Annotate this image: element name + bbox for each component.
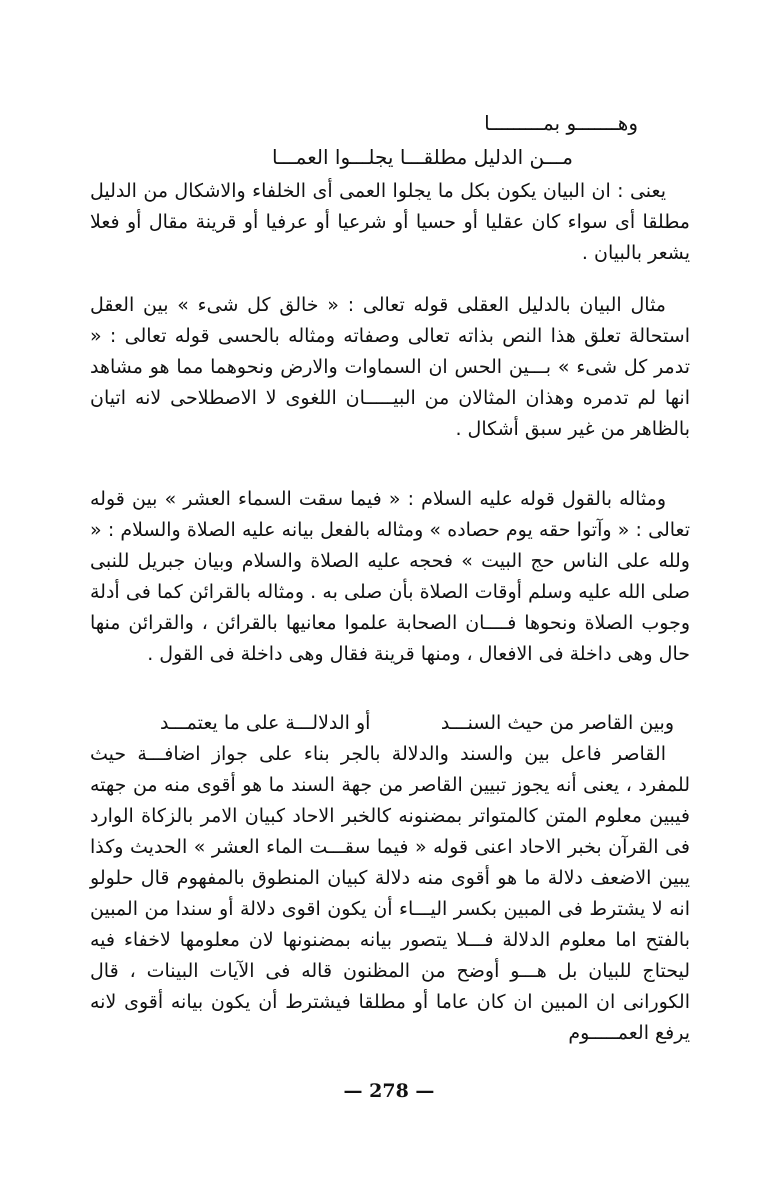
commentary-section: [90, 707, 690, 1049]
paragraph-text: يعنى : ان البيان يكون بكل ما يجلوا العمى أى الخلفاء والاشكال من الدليل مطلقا أى سواء كان عقليا أو حسيا أو شرعيا أو عرفيا أو قرينة مقال أو فعلا يشعر بالبيان .: [90, 180, 690, 264]
verse-hemistich: [90, 707, 690, 739]
paragraph-text: مثال البيان بالدليل العقلى قوله تعالى : « خالق كل شىء » بين العقل استحالة تعلق هذا النص بذاته تعالى وصفاته ومثاله بالحسى قوله تعالى : « تدمر كل شىء » بـــين الحس ان السماوات والارض ونحوهما مما هو مشاهد انها لم تدمره وهذان المثالان من البيـــــان اللغوى لا الاصطلاحى لانه اتيان بالظاهر من غير سبق أشكال .: [90, 294, 690, 440]
hemistich-right: وبين القاصر من حيث السنـــد: [440, 712, 674, 734]
hemistich-left: أو الدلالـــة على ما يعتمـــد: [160, 712, 371, 734]
paragraph-examples-rational: [90, 290, 690, 445]
page-number: — 278 —: [343, 1080, 435, 1102]
paragraph-examples-saying: [90, 484, 690, 670]
verse-line-2: مـــن الدليل مطلقـــا يجلـــوا العمـــا: [272, 145, 573, 169]
commentary-text: القاصر فاعل بين والسند والدلالة بالجر بناء على جواز اضافـــة حيث للمفرد ، يعنى أنه يجوز تبيين القاصر من جهة السند ما هو أقوى منه من جهته فيبين معلوم المتن كالمتواتر بمضنونه كالخبر الاحاد كبيان الامر بالزكاة الوارد فى القرآن بخبر الاحاد اعنى قوله « فيما سقـــت الماء العشر » الحديث وكذا يبين الاضعف دلالة ما هو أقوى منه دلالة كبيان المنطوق بالمفهوم قال حلولو انه لا يشترط فى المبين بكسر اليـــاء أن يكون اقوى دلالة أو سندا من المبين بالفتح اما معلوم الدلالة فـــلا يتصور بيانه بمضنونها لان معلومها لاخفاء فيه ليحتاج للبيان بل هـــو أوضح من المظنون قاله فى الآيات البينات ، قال الكورانى ان المبين ان كان عاما أو مطلقا فيشترط أن يكون بيانه أقوى لانه يرفع العمـــــوم: [90, 743, 690, 1044]
paragraph-explanation: [90, 176, 690, 269]
paragraph-text: ومثاله بالقول قوله عليه السلام : « فيما سقت السماء العشر » بين قوله تعالى : « وآتوا حقه يوم حصاده » ومثاله بالفعل بيانه عليه الصلاة والسلام : « ولله على الناس حج البيت » فحجه عليه الصلاة والسلام وبيان جبريل للنبى صلى الله عليه وسلم أوقات الصلاة بأن صلى به . ومثاله بالقرائن كما فى أدلة وجوب الصلاة ونحوها فــــان الصحابة علموا معانيها بالقرائن ، والقرائن منها حال وهى داخلة فى الافعال ، ومنها قرينة فقال وهى داخلة فى القول .: [90, 488, 690, 665]
verse-line-1: وهـــــــو بمـــــــــا: [484, 111, 638, 135]
